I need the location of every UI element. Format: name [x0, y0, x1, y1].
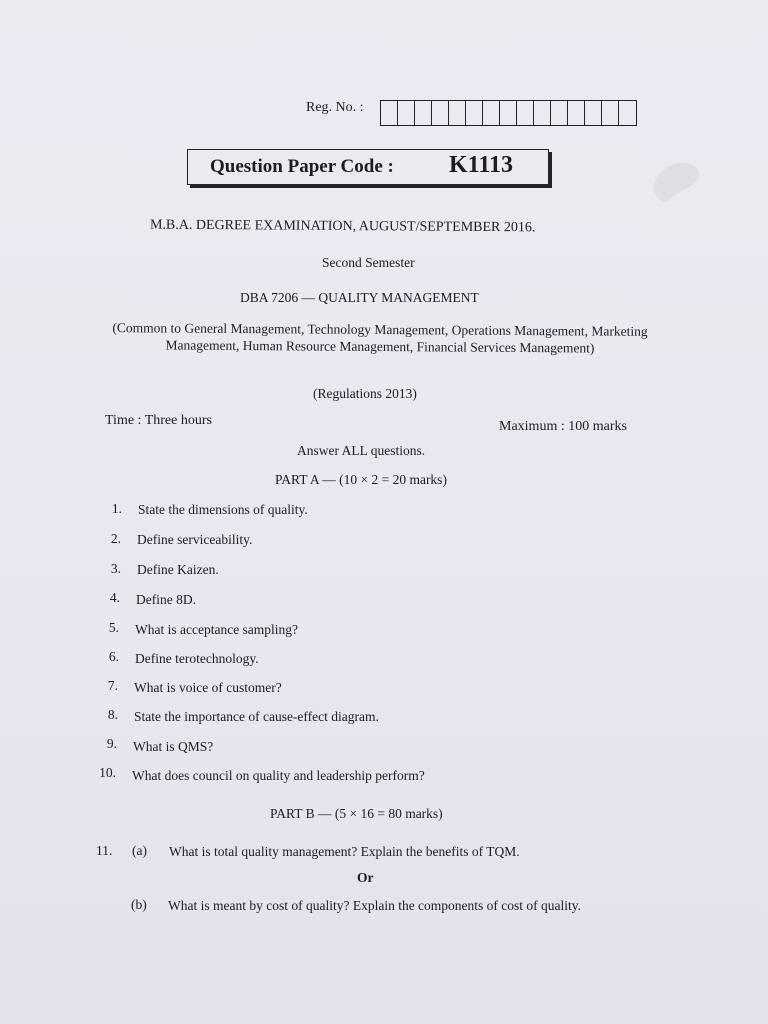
reg-no-box[interactable] [449, 101, 466, 125]
semester: Second Semester [322, 255, 415, 270]
question-number: 1. [111, 501, 122, 516]
reg-no-box[interactable] [602, 101, 619, 125]
option-label: (b) [131, 897, 147, 912]
reg-no-box[interactable] [483, 101, 500, 125]
question-text: Define Kaizen. [137, 562, 219, 578]
reg-no-box[interactable] [568, 101, 585, 125]
question-text: What is voice of customer? [134, 680, 282, 696]
time-allowed: Time : Three hours [105, 413, 212, 428]
question-number: 5. [108, 620, 119, 635]
option-label: (a) [132, 843, 147, 858]
question-number: 3. [110, 561, 121, 576]
question-paper-code-label: Question Paper Code : [210, 156, 394, 177]
reg-no-box[interactable] [500, 101, 517, 125]
question-number: 6. [108, 649, 119, 664]
question-number: 10. [99, 765, 116, 780]
question-number: 8. [107, 707, 118, 722]
reg-no-box[interactable] [398, 101, 415, 125]
maximum-marks: Maximum : 100 marks [499, 419, 627, 434]
or-divider: Or [357, 870, 374, 885]
reg-no-box[interactable] [619, 101, 636, 125]
question-number: 9. [106, 736, 117, 751]
ink-smudge-icon [646, 150, 736, 210]
exam-title: M.B.A. DEGREE EXAMINATION, AUGUST/SEPTEMBER 2016. [149, 217, 536, 236]
question-text: Define serviceability. [137, 532, 253, 548]
question-paper-code-value: K1113 [449, 152, 514, 178]
common-to-note: (Common to General Management, Technology Management, Operations Management, Marketing Management, Human Resource Management, Financial Services Management) [112, 320, 648, 356]
question-text: What is meant by cost of quality? Explain the components of cost of quality. [168, 898, 582, 913]
instruction: Answer ALL questions. [297, 443, 426, 458]
question-number: 4. [109, 590, 120, 605]
reg-no-box[interactable] [381, 101, 398, 125]
reg-no-box[interactable] [585, 101, 602, 125]
subject-title: DBA 7206 — QUALITY MANAGEMENT [240, 290, 479, 305]
question-text: What is total quality management? Explain the benefits of TQM. [169, 844, 520, 859]
reg-no-box[interactable] [534, 101, 551, 125]
part-b-heading: PART B — (5 × 16 = 80 marks) [270, 806, 443, 821]
reg-no-boxes[interactable] [380, 100, 637, 126]
part-a-heading: PART A — (10 × 2 = 20 marks) [275, 472, 447, 487]
question-text: Define 8D. [136, 591, 196, 607]
regulations: (Regulations 2013) [313, 386, 417, 401]
question-text: What does council on quality and leadership perform? [132, 767, 425, 783]
question-number: 2. [110, 531, 121, 546]
reg-no-box[interactable] [432, 101, 449, 125]
question-text: What is acceptance sampling? [135, 621, 299, 637]
question-text: State the dimensions of quality. [138, 502, 308, 517]
reg-no-box[interactable] [415, 101, 432, 125]
question-text: What is QMS? [133, 738, 214, 754]
reg-no-box[interactable] [551, 101, 568, 125]
question-number: 7. [107, 678, 118, 693]
question-text: Define terotechnology. [135, 651, 259, 666]
reg-no-label: Reg. No. : [306, 100, 364, 115]
reg-no-box[interactable] [466, 101, 483, 125]
reg-no-box[interactable] [517, 101, 534, 125]
question-number: 11. [96, 843, 113, 858]
question-text: State the importance of cause-effect diagram. [134, 709, 379, 725]
